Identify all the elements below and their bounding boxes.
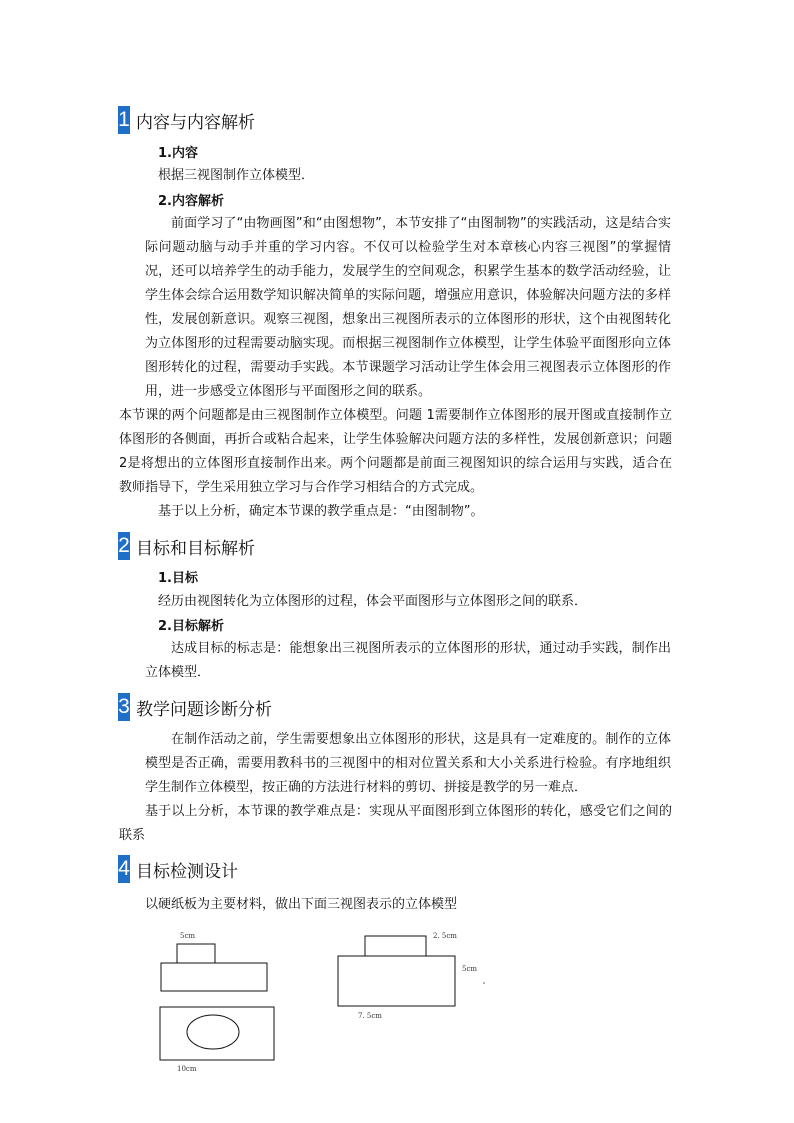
top-view-ellipse	[187, 1015, 239, 1049]
content-text: 经历由视图转化为立体图形的过程，体会平面图形与立体图形之间的联系．	[158, 594, 588, 609]
section-title: 目标和目标解析	[136, 538, 255, 559]
front-view-base	[161, 963, 267, 991]
section-number: 4	[118, 855, 130, 883]
side-view-base	[338, 956, 455, 1006]
stray-dot	[483, 982, 485, 984]
section-title: 教学问题诊断分析	[136, 699, 272, 720]
side-view-width-dimension: 7. 5cm	[358, 1012, 382, 1020]
paragraph: 以硬纸板为主要材料，做出下面三视图表示的立体模型	[145, 897, 458, 912]
subsection-label: 1.目标	[158, 571, 198, 586]
paragraph: 基于以上分析，本节课的教学难点是：实现从平面图形到立体图形的转化，感受它们之间的联系	[119, 804, 672, 843]
subsection-label: 2.目标解析	[158, 619, 224, 634]
top-view	[160, 1007, 274, 1073]
section-number: 3	[118, 693, 130, 721]
front-view	[161, 932, 267, 991]
section-number: 2	[118, 532, 130, 560]
side-view-top-dimension: 2. 5cm	[433, 932, 457, 940]
paragraph: 前面学习了“由物画图”和“由图想物”，本节安排了“由图制物”的实践活动，这是结合实际问题动脑与动手并重的学习内容。不仅可以检验学生对本章核心内容三视图”的掌握情况，还可以培养学生的动手能力，发展学生的空间观念，积累学生基本的数学活动经验，让学生体会综合运用数学知识解决简单的实际问题，增强应用意识，体验解决问题方法的多样性，发展创新意识。观察三视图，想象出三视图所表示的立体图形的形状，这个由视图转化为立体图形的过程需要动脑实现。而根据三视图制作立体模型，让学生体验平面图形向立体图形转化的过程，需要动手实践。本节课题学习活动让学生体会用三视图表示立体图形的作用，进一步感受立体图形与平面图形之间的联系。	[145, 216, 671, 399]
side-view-top-block	[365, 936, 426, 956]
paragraph: 本节课的两个问题都是由三视图制作立体模型。问题 1需要制作立体图形的展开图或直接制作立体图形的各侧面，再折合或粘合起来，让学生体验解决问题方法的多样性，发展创新意识；问题 2是将想出的立体图形直接制作出来。两个问题都是前面三视图知识的综合运用与实践，适合在教师指导下，学生采用独立学习与合作学习相结合的方式完成。	[119, 408, 672, 495]
front-view-top-block	[177, 944, 215, 963]
side-view-height-dimension: 5cm	[462, 965, 478, 973]
subsection-label: 1.内容	[158, 146, 198, 161]
section-title: 目标检测设计	[136, 861, 238, 882]
front-view-dimension: 5cm	[180, 932, 196, 940]
paragraph: 基于以上分析，确定本节课的教学重点是：“由图制物”。	[158, 504, 484, 519]
paragraph: 在制作活动之前，学生需要想象出立体图形的形状，这是具有一定难度的。制作的立体模型是否正确，需要用教科书的三视图中的相对位置关系和大小关系进行检验。有序地组织学生制作立体模型，按正确的方法进行材料的剪切、拼接是教学的另一难点．	[145, 732, 671, 795]
paragraph: 达成目标的标志是：能想象出三视图所表示的立体图形的形状，通过动手实践，制作出立体模型．	[145, 641, 671, 680]
section-title: 内容与内容解析	[136, 112, 255, 133]
top-view-dimension: 10cm	[177, 1065, 197, 1073]
content-text: 根据三视图制作立体模型．	[158, 168, 315, 183]
side-view	[338, 932, 477, 1020]
section-number: 1	[118, 106, 130, 134]
subsection-label: 2.内容解析	[158, 194, 224, 209]
